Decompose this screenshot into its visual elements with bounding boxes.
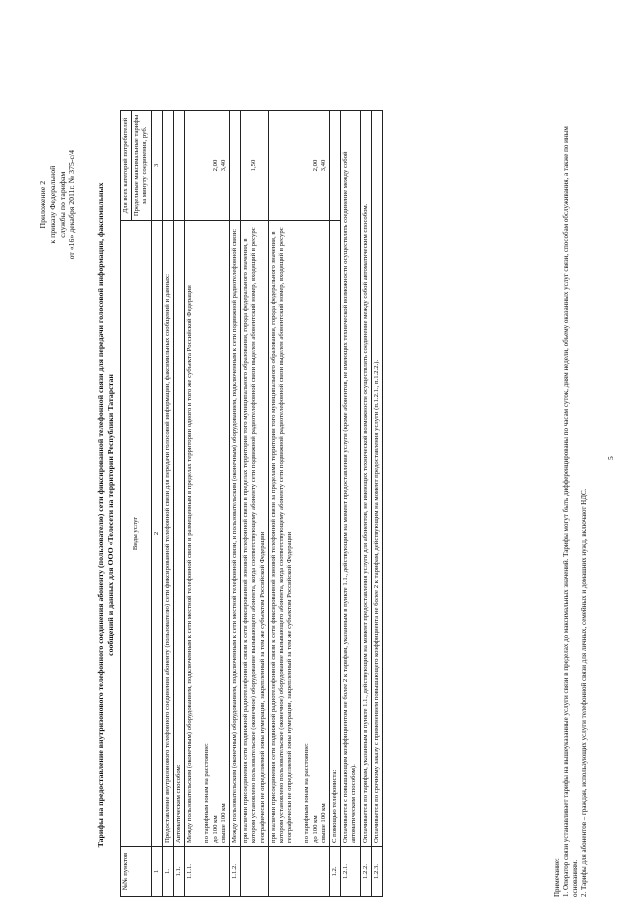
appendix-line: от «16» декабря 2011г. № 375-с/4 xyxy=(67,150,77,260)
row-value xyxy=(162,111,173,221)
row-number: 1.2.1. xyxy=(341,847,360,897)
row-number: 1. xyxy=(162,847,173,897)
notes-block xyxy=(553,97,589,897)
row-value xyxy=(174,111,185,221)
table-row xyxy=(185,111,230,897)
tariff-near: 2,00 xyxy=(211,159,219,172)
table-row xyxy=(330,111,341,897)
table-row xyxy=(371,111,382,897)
header-tariff: Предельные максимальные тарифы за минуту соединения, руб. xyxy=(132,111,151,221)
table-row xyxy=(230,111,241,897)
column-index-row xyxy=(151,111,162,897)
table-row xyxy=(268,111,329,897)
table-header-row xyxy=(121,111,132,897)
zone-far: свыше 100 км xyxy=(219,803,227,843)
header-service: Виды услуг xyxy=(121,221,152,847)
tariff-near: 2,00 xyxy=(311,159,319,172)
column-index: 1 xyxy=(151,847,162,897)
row-text: С помощью телефониста: xyxy=(330,221,341,847)
tariff-far: 3,40 xyxy=(319,159,327,172)
row-value xyxy=(268,111,329,221)
tariff-far: 3,40 xyxy=(219,159,227,172)
row-value xyxy=(230,111,241,221)
note-item: 2. Тарифы для абонентов – граждан, использующих услуги телефонной связи для личных, семейных и домашних нужд, включают НДС. xyxy=(580,488,588,897)
header-number: №№ пунктов xyxy=(121,847,152,897)
row-text: при наличии присоединения сети подвижной радиотелефонной связи к сети фиксированной зоновой телефонной связи в пределах территории того муниципального образования, города федерального значения, в котором установлено пользовательское (оконечное) оборудование вызывающего абонента, когда соответствующему абоненту сети подвижной радиотелефонной связи выделен абонентский номер, входящий в ресурс географически не определяемой зоны нумерации, закрепленный за тем же субъектом Российской Федерации xyxy=(241,221,269,847)
row-number: 1.2.3. xyxy=(371,847,382,897)
page-number: 5 xyxy=(606,456,615,460)
zone-near: до 100 км xyxy=(211,815,219,843)
appendix-block xyxy=(38,150,77,259)
row-text xyxy=(268,221,329,847)
zones-label: по тарифным зонам на расстояние: xyxy=(203,743,211,843)
row-description: при наличии присоединения сети подвижной радиотелефонной связи к сети фиксированной зоновой телефонной связи за пределами территории того муниципального образования, города федерального значения, в котором установлено пользовательское (оконечное) оборудование вызывающего абонента, когда соответствующему абоненту сети подвижной радиотелефонной связи выделен абонентский номер, входящий в ресурс географически не определяемой зоны нумерации, закрепленный за тем же субъектом Российской Федерации xyxy=(269,227,294,843)
header-category: Для всех категорий потребителей xyxy=(121,111,132,221)
zones-label: по тарифным зонам на расстояние: xyxy=(303,743,311,843)
row-text: Предоставление внутризонового телефонного соединения абоненту (пользователю) сети фиксированной телефонной связи для передачи голосовой информации, факсимильных сообщений и данных: xyxy=(162,221,173,847)
column-index: 2 xyxy=(151,221,162,847)
row-number xyxy=(268,847,329,897)
row-text: Автоматическим способом: xyxy=(174,221,185,847)
table-row xyxy=(241,111,269,897)
appendix-line: к приказу Федеральной xyxy=(47,165,57,244)
row-value xyxy=(330,111,341,221)
zone-far: свыше 100 км xyxy=(319,803,327,843)
table-row xyxy=(360,111,371,897)
row-text: Оплачивается по тарифам, указанным в пункте 1.1., действующим на момент предоставления услуги для абонентов, не имеющих технической возможности осуществлять соединение между собой автоматическим способом. xyxy=(360,111,371,847)
row-number: 1.2. xyxy=(330,847,341,897)
row-text: Оплачивается с повышающим коэффициентом не более 2 к тарифам, указанным в пункте 1.1., действующим на момент предоставления услуги (кроме абонентов, не имеющих технической возможности осуществлять соединение между собой автоматическим способом). xyxy=(341,111,360,847)
row-value: 1,50 xyxy=(241,111,269,221)
row-text: Оплачивается по срочному заказу с применением повышающего коэффициента не более 2 к тарифам, действующим на момент предоставления услуги (п.1.2.1., п.1.2.2.). xyxy=(371,111,382,847)
row-number: 1.1. xyxy=(174,847,185,897)
notes-heading: Примечание: xyxy=(553,858,561,897)
row-text xyxy=(185,221,230,847)
tariff-table xyxy=(120,110,383,897)
title-line: Тарифы на предоставление внутризонового телефонного соединения абоненту (пользователю) сети фиксированной телефонной связи для передачи голосовой информации, факсимильных xyxy=(96,182,105,848)
table-row xyxy=(341,111,360,897)
row-number xyxy=(241,847,269,897)
document-title xyxy=(96,135,115,895)
appendix-line: службы по тарифам xyxy=(57,171,67,238)
row-description: Между пользовательским (оконечным) оборудованием, подключенным к сети местной телефонной связи и размещенным в пределах территории одного и того же субъекта Российской Федерации xyxy=(186,285,194,843)
title-line: сообщений и данных для ООО «Телесети на территории Республики Татарстан xyxy=(105,374,115,656)
row-text: Между пользовательским (оконечным) оборудованием, подключенным к сети местной телефонной связи, и пользовательским (оконечным) оборудованием, подключенным к сети подвижной радиотелефонной связи: xyxy=(230,221,241,847)
row-number: 1.2.2. xyxy=(360,847,371,897)
zone-near: до 100 км xyxy=(311,815,319,843)
table-row xyxy=(162,111,173,897)
note-item: 1. Оператор связи устанавливает тарифы на вышеуказанные услуги связи в пределах до максимальных значений. Тарифы могут быть дифференцированы по часам суток, дням недели, объему оказанных услуг связи, способам обслуживания, а также по иным основаниям. xyxy=(562,126,579,897)
row-number: 1.1.2. xyxy=(230,847,241,897)
column-index: 3 xyxy=(151,111,162,221)
row-value xyxy=(185,111,230,221)
appendix-line: Приложение 2 xyxy=(38,180,47,229)
row-number: 1.1.1. xyxy=(185,847,230,897)
table-row xyxy=(174,111,185,897)
